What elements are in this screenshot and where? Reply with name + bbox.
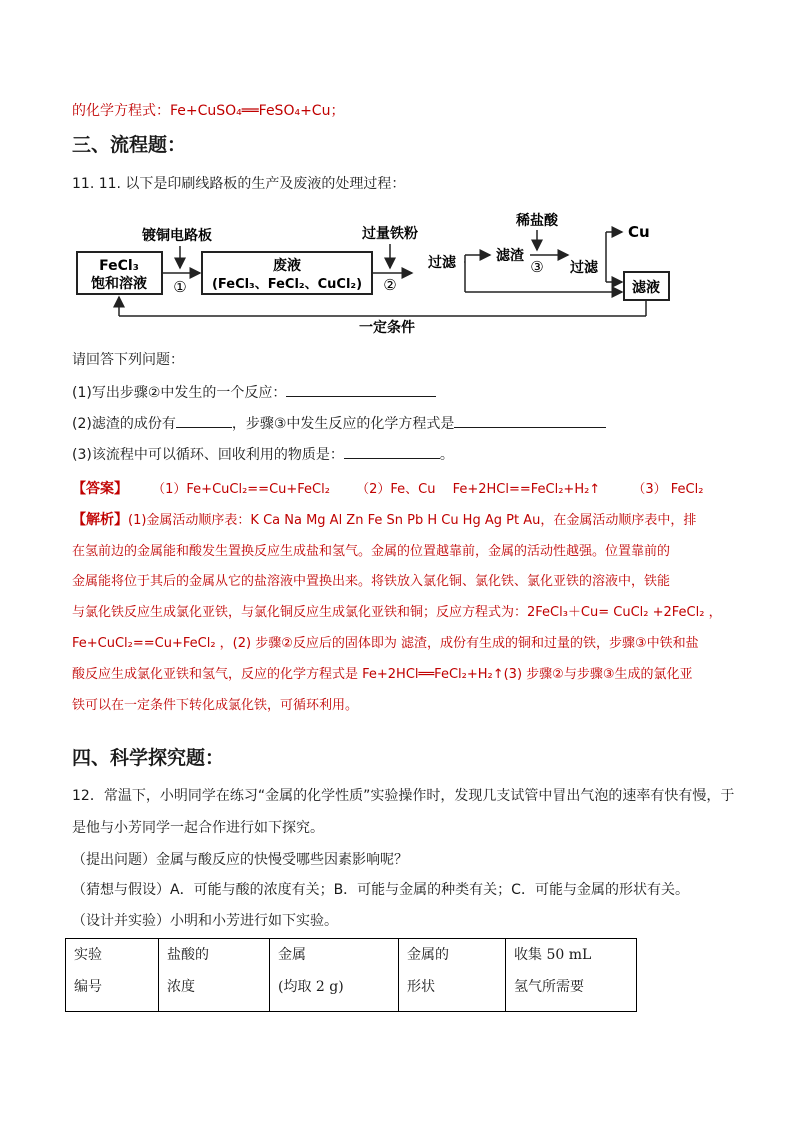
analysis-line-1: [72, 509, 696, 529]
flow-diagram: [72, 210, 682, 340]
answer-blank-2a[interactable]: [176, 413, 232, 428]
q11-prompt: 请回答下列问题：: [72, 352, 184, 368]
q11-sub1: [72, 382, 436, 403]
table-header-cell: 盐酸的 浓度: [159, 939, 270, 1012]
bottom-label: 一定条件: [359, 320, 415, 336]
previous-answer-line: 的化学方程式：Fe+CuSO₄══FeSO₄+Cu；: [72, 103, 345, 119]
analysis-line-2: 在氢前边的金属能和酸发生置换反应生成盐和氢气。金属的位置越靠前，金属的活动性越强。位置靠前的: [72, 544, 671, 559]
q11-sub3-text: (3)该流程中可以循环、回收利用的物质是：: [72, 447, 344, 463]
q11-sub2-text-a: (2)滤渣的成份有: [72, 416, 176, 432]
acid-label: 稀盐酸: [516, 213, 558, 229]
table-header-cell: 金属的 形状: [399, 939, 506, 1012]
table-header-cell: 金属 (均取 2 g): [270, 939, 399, 1012]
q11-stem: 11. 11. 以下是印刷线路板的生产及废液的处理过程：: [72, 176, 406, 192]
q12-line-4: （猜想与假设）A．可能与酸的浓度有关；B．可能与金属的种类有关；C．可能与金属的形状有关。: [72, 882, 689, 898]
answer-blank-1[interactable]: [286, 382, 436, 397]
analysis-line-4: 与氯化铁反应生成氯化亚铁，与氯化铜反应生成氯化亚铁和铜；反应方程式为：2FeCl₃＋Cu= CuCl₂ +2FeCl₂ ，: [72, 605, 722, 620]
answer-part2: （2）Fe、Cu Fe+2HCl==FeCl₂+H₂↑: [356, 482, 601, 497]
box2-line2: (FeCl₃、FeCl₂、CuCl₂): [211, 277, 363, 292]
filter2-label: 过滤: [570, 260, 598, 276]
residue-label: 滤渣: [496, 248, 524, 264]
answer-part1: （1）Fe+CuCl₂==Cu+FeCl₂: [152, 482, 330, 497]
analysis-text-1: (1)金属活动顺序表：K Ca Na Mg Al Zn Fe Sn Pb H Cu Hg Ag Pt Au，在金属活动顺序表中，排: [128, 513, 697, 528]
step3-marker: ③: [530, 258, 544, 276]
table-header-cell: 实验 编号: [66, 939, 159, 1012]
step2-marker: ②: [383, 276, 397, 294]
step1-marker: ①: [173, 278, 187, 296]
label-top1: 镀铜电路板: [142, 228, 212, 244]
label-top2: 过量铁粉: [362, 226, 418, 242]
box3-label: 滤液: [632, 280, 660, 296]
answer-part3: （3） FeCl₂: [632, 482, 704, 497]
answer-label: 【答案】: [72, 481, 128, 497]
section4-title: 四、科学探究题：: [72, 747, 225, 769]
answer-blank-3[interactable]: [344, 444, 440, 459]
box1-line1: FeCl₃: [99, 258, 139, 274]
analysis-line-3: 金属能将位于其后的金属从它的盐溶液中置换出来。将铁放入氯化铜、氯化铁、氯化亚铁的溶液中，铁能: [72, 574, 671, 589]
cu-product: Cu: [628, 223, 650, 241]
box2-line1: 废液: [273, 258, 301, 274]
q11-sub3-end: 。: [439, 447, 454, 463]
answer-blank-2b[interactable]: [454, 413, 606, 428]
box1-line2: 饱和溶液: [91, 276, 147, 292]
q11-sub2-text-b: ，步骤③中发生反应的化学方程式是: [231, 416, 455, 432]
q12-line-3: （提出问题）金属与酸反应的快慢受哪些因素影响呢？: [72, 852, 408, 868]
q12-line-5: （设计并实验）小明和小芳进行如下实验。: [72, 913, 338, 929]
q11-sub2: [72, 413, 606, 434]
analysis-line-5: Fe+CuCl₂==Cu+FeCl₂ ，(2) 步骤②反应后的固体即为 滤渣，成份有生成的铜和过量的铁，步骤③中铁和盐: [72, 636, 699, 651]
filter1-label: 过滤: [428, 255, 456, 271]
answer-line: [72, 478, 703, 498]
experiment-table: [65, 938, 637, 1012]
q11-sub3: [72, 444, 454, 465]
q12-line-2: 是他与小芳同学一起合作进行如下探究。: [72, 820, 324, 836]
q11-sub1-text: (1)写出步骤②中发生的一个反应：: [72, 385, 287, 401]
analysis-line-7: 铁可以在一定条件下转化成氯化铁，可循环利用。: [72, 698, 359, 713]
table-header-cell: 收集 50 mL 氢气所需要: [506, 939, 637, 1012]
analysis-label: 【解析】: [72, 512, 128, 528]
section3-title: 三、流程题：: [72, 134, 187, 156]
analysis-line-6: 酸反应生成氯化亚铁和氢气，反应的化学方程式是 Fe+2HCl══FeCl₂+H₂↑(3) 步骤②与步骤③生成的氯化亚: [72, 667, 693, 682]
table-header-row: [66, 939, 637, 1012]
q12-line-1: 12．常温下，小明同学在练习“金属的化学性质”实验操作时，发现几支试管中冒出气泡的速率有快有慢，于: [72, 788, 735, 804]
